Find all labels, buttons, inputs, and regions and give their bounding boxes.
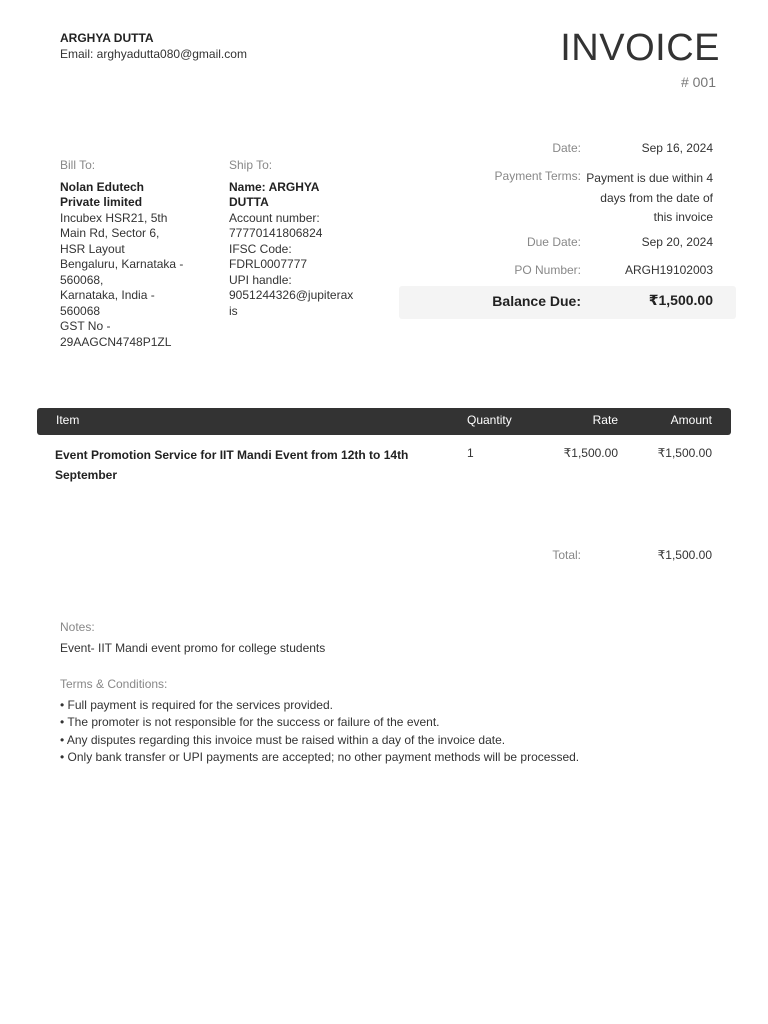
bill-to-address-line: Karnataka, India - xyxy=(60,288,155,302)
bill-to-address-line: 560068 xyxy=(60,303,101,318)
terms-label: Terms & Conditions: xyxy=(60,677,168,691)
item-description-line: Event Promotion Service for IIT Mandi Event from 12th to 14th xyxy=(55,448,409,462)
column-header-amount: Amount xyxy=(670,413,712,427)
bill-to-address-line: Main Rd, Sector 6, xyxy=(60,226,160,240)
ship-to-name-line: DUTTA xyxy=(229,195,269,209)
payment-terms-label: Payment Terms: xyxy=(494,169,581,183)
bill-to-address-line: 29AAGCN4748P1ZL xyxy=(60,334,172,349)
sender-name: ARGHYA DUTTA xyxy=(60,31,154,45)
terms-item: • The promoter is not responsible for the success or failure of the event. xyxy=(60,715,440,730)
due-date-value: Sep 20, 2024 xyxy=(641,235,713,249)
po-number-label: PO Number: xyxy=(514,263,581,277)
ship-to-detail-line: is xyxy=(229,303,238,318)
table-row-quantity: 1 xyxy=(467,446,474,460)
bill-to-label: Bill To: xyxy=(60,158,96,172)
terms-item: • Only bank transfer or UPI payments are accepted; no other payment methods will be processed. xyxy=(60,749,580,764)
balance-due-label: Balance Due: xyxy=(492,293,581,309)
payment-terms-line: days from the date of xyxy=(600,190,713,205)
ship-to-block xyxy=(229,158,359,319)
po-number-value: ARGH19102003 xyxy=(624,263,713,277)
bill-to-address-line: HSR Layout xyxy=(60,241,125,256)
payment-terms-line: this invoice xyxy=(653,210,713,224)
column-header-item: Item xyxy=(56,413,80,427)
column-header-rate: Rate xyxy=(592,413,618,427)
bill-to-address-line: GST No - xyxy=(60,319,111,333)
bill-to-address-line: Incubex HSR21, 5th xyxy=(60,210,168,225)
payment-terms-line: Payment is due within 4 xyxy=(586,171,713,185)
total-value: ₹1,500.00 xyxy=(657,548,712,562)
invoice-title: INVOICE xyxy=(560,27,720,69)
ship-to-name-line: Name: ARGHYA xyxy=(229,179,320,194)
ship-to-detail-line: 77770141806824 xyxy=(229,226,323,240)
table-row-amount: ₹1,500.00 xyxy=(657,446,712,460)
table-row-rate: ₹1,500.00 xyxy=(563,446,618,460)
bill-to-company-line: Private limited xyxy=(60,195,143,209)
table-row-item xyxy=(55,445,435,485)
ship-to-detail-line: 9051244326@jupiterax xyxy=(229,288,354,302)
items-table-header xyxy=(37,408,731,435)
column-header-quantity: Quantity xyxy=(467,413,512,427)
sender-email: Email: arghyadutta080@gmail.com xyxy=(60,47,247,61)
payment-terms-value xyxy=(570,169,713,228)
ship-to-detail-line: UPI handle: xyxy=(229,272,292,287)
due-date-label: Due Date: xyxy=(526,235,581,249)
date-value: Sep 16, 2024 xyxy=(641,141,713,155)
bill-to-company-line: Nolan Edutech xyxy=(60,179,145,194)
terms-item: • Any disputes regarding this invoice must be raised within a day of the invoice date. xyxy=(60,732,506,747)
balance-due-value: ₹1,500.00 xyxy=(648,292,713,308)
notes-label: Notes: xyxy=(60,620,95,634)
item-description-line: September xyxy=(55,468,118,482)
bill-to-address-line: 560068, xyxy=(60,272,104,287)
ship-to-detail-line: IFSC Code: xyxy=(229,241,292,256)
ship-to-label: Ship To: xyxy=(229,158,273,172)
date-label: Date: xyxy=(552,141,581,155)
notes-text: Event- IIT Mandi event promo for college students xyxy=(60,641,326,655)
terms-item: • Full payment is required for the services provided. xyxy=(60,698,333,712)
total-label: Total: xyxy=(552,548,581,562)
ship-to-detail-line: Account number: xyxy=(229,210,320,225)
bill-to-block xyxy=(60,158,205,350)
terms-list xyxy=(60,697,579,766)
invoice-number: # 001 xyxy=(680,74,716,90)
ship-to-detail-line: FDRL0007777 xyxy=(229,257,308,271)
bill-to-address-line: Bengaluru, Karnataka - xyxy=(60,257,184,271)
